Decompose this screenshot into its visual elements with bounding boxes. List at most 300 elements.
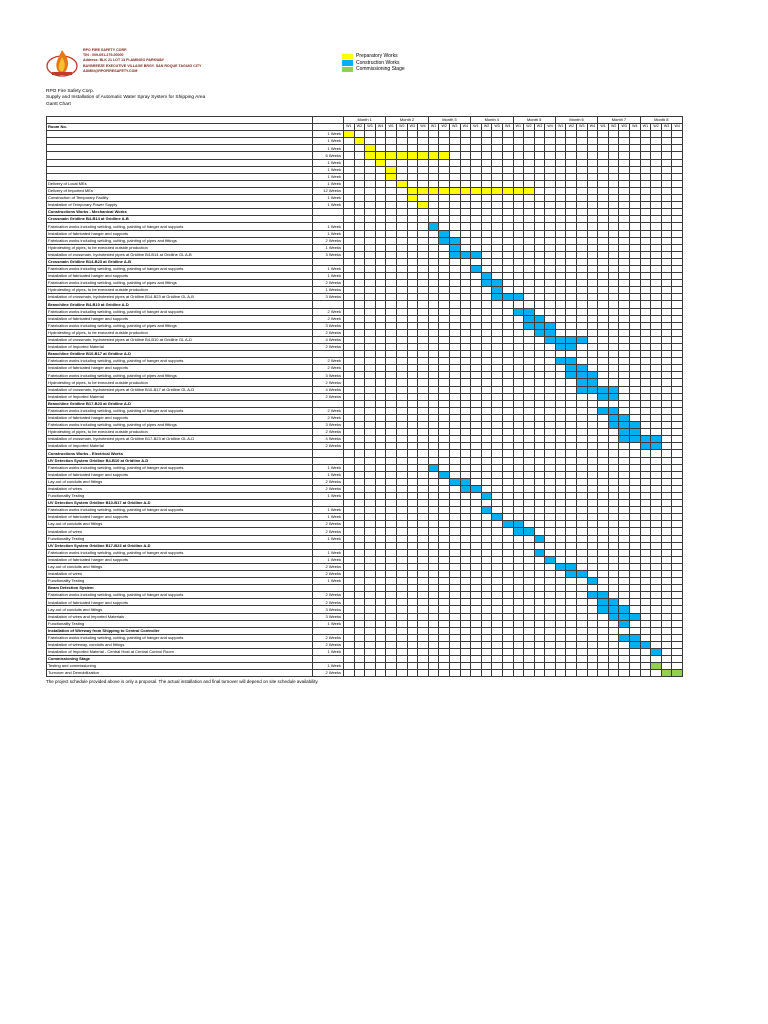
week-cell bbox=[428, 613, 439, 620]
week-cell bbox=[365, 585, 376, 592]
week-cell bbox=[407, 500, 418, 507]
week-cell bbox=[640, 315, 651, 322]
week-cell bbox=[619, 308, 630, 315]
week-cell bbox=[386, 414, 397, 421]
week-cell bbox=[587, 507, 598, 514]
week-cell bbox=[513, 258, 524, 265]
week-cell bbox=[492, 450, 503, 457]
week-cell bbox=[407, 379, 418, 386]
week-cell bbox=[524, 443, 535, 450]
week-cell bbox=[577, 514, 588, 521]
header-blank bbox=[47, 117, 313, 124]
week-cell bbox=[365, 563, 376, 570]
week-cell bbox=[344, 244, 355, 251]
week-cell bbox=[365, 138, 376, 145]
week-cell bbox=[672, 159, 683, 166]
week-header: W3 bbox=[492, 124, 503, 131]
week-cell bbox=[386, 308, 397, 315]
task-duration bbox=[313, 209, 344, 216]
week-cell bbox=[534, 131, 545, 138]
week-cell bbox=[354, 599, 365, 606]
week-cell bbox=[502, 429, 513, 436]
week-cell bbox=[375, 180, 386, 187]
gantt-bar-cell bbox=[534, 315, 545, 322]
task-duration: 1 Week bbox=[313, 663, 344, 670]
week-cell bbox=[640, 613, 651, 620]
week-cell bbox=[407, 549, 418, 556]
week-cell bbox=[640, 599, 651, 606]
week-cell bbox=[672, 535, 683, 542]
week-cell bbox=[598, 500, 609, 507]
gantt-bar-cell bbox=[407, 152, 418, 159]
task-duration: 1 Week bbox=[313, 145, 344, 152]
week-cell bbox=[502, 507, 513, 514]
week-cell bbox=[354, 656, 365, 663]
week-cell bbox=[460, 500, 471, 507]
week-cell bbox=[449, 258, 460, 265]
week-cell bbox=[492, 358, 503, 365]
week-cell bbox=[587, 152, 598, 159]
task-name: Fabrication works including welding, cutting, painting of hanger and supports bbox=[47, 464, 313, 471]
week-cell bbox=[555, 294, 566, 301]
week-cell bbox=[640, 180, 651, 187]
week-cell bbox=[545, 535, 556, 542]
week-cell bbox=[375, 485, 386, 492]
week-cell bbox=[449, 450, 460, 457]
gantt-bar-cell bbox=[460, 187, 471, 194]
week-cell bbox=[640, 237, 651, 244]
week-cell bbox=[418, 258, 429, 265]
week-cell bbox=[449, 514, 460, 521]
week-cell bbox=[545, 308, 556, 315]
week-cell bbox=[428, 244, 439, 251]
task-name: Installation of fabricated hanger and supports bbox=[47, 315, 313, 322]
week-cell bbox=[407, 634, 418, 641]
gantt-bar-cell bbox=[608, 407, 619, 414]
week-header: W1 bbox=[386, 124, 397, 131]
week-cell bbox=[672, 592, 683, 599]
week-cell bbox=[502, 138, 513, 145]
week-cell bbox=[661, 180, 672, 187]
week-cell bbox=[407, 471, 418, 478]
week-cell bbox=[555, 244, 566, 251]
week-cell bbox=[619, 457, 630, 464]
week-cell bbox=[598, 195, 609, 202]
week-cell bbox=[640, 542, 651, 549]
week-cell bbox=[375, 273, 386, 280]
week-cell bbox=[545, 159, 556, 166]
week-cell bbox=[365, 471, 376, 478]
week-cell bbox=[672, 223, 683, 230]
week-cell bbox=[598, 237, 609, 244]
week-cell bbox=[619, 450, 630, 457]
week-cell bbox=[672, 429, 683, 436]
week-cell bbox=[428, 145, 439, 152]
week-cell bbox=[608, 549, 619, 556]
week-cell bbox=[365, 656, 376, 663]
week-cell bbox=[534, 273, 545, 280]
week-cell bbox=[598, 145, 609, 152]
week-cell bbox=[354, 663, 365, 670]
gantt-bar-cell bbox=[439, 237, 450, 244]
week-header: W2 bbox=[651, 124, 662, 131]
gantt-bar-cell bbox=[524, 315, 535, 322]
week-cell bbox=[619, 336, 630, 343]
task-name: Fabrication works including welding, cutting, painting of pipes and fittings bbox=[47, 280, 313, 287]
task-name: Installation of fabricated hanger and supports bbox=[47, 471, 313, 478]
gantt-bar-cell bbox=[608, 422, 619, 429]
table-row bbox=[47, 450, 683, 457]
week-cell bbox=[439, 528, 450, 535]
week-cell bbox=[555, 457, 566, 464]
week-cell bbox=[396, 528, 407, 535]
week-cell bbox=[640, 585, 651, 592]
week-cell bbox=[492, 195, 503, 202]
task-duration: 1 Week bbox=[313, 273, 344, 280]
week-cell bbox=[608, 521, 619, 528]
week-cell bbox=[460, 209, 471, 216]
week-cell bbox=[672, 131, 683, 138]
week-cell bbox=[428, 571, 439, 578]
week-cell bbox=[407, 400, 418, 407]
week-cell bbox=[555, 422, 566, 429]
week-cell bbox=[502, 663, 513, 670]
week-cell bbox=[481, 429, 492, 436]
week-cell bbox=[396, 422, 407, 429]
week-cell bbox=[481, 528, 492, 535]
week-cell bbox=[449, 379, 460, 386]
week-cell bbox=[608, 344, 619, 351]
week-cell bbox=[619, 514, 630, 521]
table-row bbox=[47, 308, 683, 315]
week-cell bbox=[365, 344, 376, 351]
week-cell bbox=[534, 166, 545, 173]
week-cell bbox=[545, 180, 556, 187]
week-cell bbox=[630, 478, 641, 485]
week-cell bbox=[502, 535, 513, 542]
week-cell bbox=[661, 322, 672, 329]
week-cell bbox=[492, 563, 503, 570]
week-cell bbox=[640, 187, 651, 194]
week-cell bbox=[375, 265, 386, 272]
table-row bbox=[47, 578, 683, 585]
week-cell bbox=[534, 613, 545, 620]
week-cell bbox=[492, 237, 503, 244]
task-duration: 1 Week bbox=[313, 138, 344, 145]
week-cell bbox=[566, 521, 577, 528]
week-cell bbox=[555, 301, 566, 308]
week-cell bbox=[598, 663, 609, 670]
week-cell bbox=[640, 500, 651, 507]
week-cell bbox=[587, 422, 598, 429]
task-duration: 2 Week bbox=[313, 308, 344, 315]
task-duration: 1 Weeks bbox=[313, 244, 344, 251]
week-cell bbox=[587, 308, 598, 315]
week-cell bbox=[344, 393, 355, 400]
week-cell bbox=[587, 336, 598, 343]
week-cell bbox=[555, 670, 566, 677]
week-cell bbox=[608, 251, 619, 258]
week-cell bbox=[407, 280, 418, 287]
week-cell bbox=[386, 393, 397, 400]
week-cell bbox=[640, 131, 651, 138]
task-duration: 1 Week bbox=[313, 159, 344, 166]
week-cell bbox=[365, 592, 376, 599]
week-cell bbox=[661, 351, 672, 358]
task-duration: 4 Weeks bbox=[313, 386, 344, 393]
week-cell bbox=[672, 202, 683, 209]
week-cell bbox=[566, 407, 577, 414]
week-cell bbox=[439, 138, 450, 145]
week-cell bbox=[502, 365, 513, 372]
week-cell bbox=[619, 535, 630, 542]
week-cell bbox=[481, 180, 492, 187]
gantt-bar-cell bbox=[375, 159, 386, 166]
week-cell bbox=[471, 634, 482, 641]
task-duration: 2 Weeks bbox=[313, 280, 344, 287]
week-cell bbox=[481, 613, 492, 620]
week-cell bbox=[354, 329, 365, 336]
week-cell bbox=[354, 634, 365, 641]
week-cell bbox=[449, 592, 460, 599]
company-name: RPO FIRE SAFETY CORP. bbox=[83, 48, 127, 52]
week-cell bbox=[524, 592, 535, 599]
week-cell bbox=[481, 478, 492, 485]
week-cell bbox=[672, 336, 683, 343]
week-cell bbox=[555, 209, 566, 216]
week-header: W1 bbox=[344, 124, 355, 131]
week-cell bbox=[344, 627, 355, 634]
week-cell bbox=[630, 414, 641, 421]
week-cell bbox=[460, 166, 471, 173]
week-cell bbox=[365, 258, 376, 265]
week-cell bbox=[598, 507, 609, 514]
week-cell bbox=[598, 535, 609, 542]
week-cell bbox=[661, 287, 672, 294]
week-cell bbox=[396, 287, 407, 294]
week-cell bbox=[449, 656, 460, 663]
week-cell bbox=[598, 656, 609, 663]
week-cell bbox=[365, 159, 376, 166]
week-cell bbox=[534, 492, 545, 499]
week-cell bbox=[460, 613, 471, 620]
week-cell bbox=[354, 159, 365, 166]
week-cell bbox=[428, 521, 439, 528]
table-row bbox=[47, 457, 683, 464]
week-cell bbox=[598, 436, 609, 443]
week-cell bbox=[471, 230, 482, 237]
week-cell bbox=[396, 670, 407, 677]
gantt-bar-cell bbox=[524, 187, 535, 194]
gantt-bar-cell bbox=[577, 365, 588, 372]
week-cell bbox=[502, 251, 513, 258]
week-header: W2 bbox=[524, 124, 535, 131]
week-cell bbox=[566, 351, 577, 358]
week-cell bbox=[545, 131, 556, 138]
week-cell bbox=[619, 152, 630, 159]
gantt-bar-cell bbox=[396, 180, 407, 187]
week-cell bbox=[365, 336, 376, 343]
week-cell bbox=[651, 613, 662, 620]
week-cell bbox=[651, 187, 662, 194]
week-cell bbox=[386, 329, 397, 336]
week-cell bbox=[534, 180, 545, 187]
week-cell bbox=[344, 599, 355, 606]
table-row bbox=[47, 514, 683, 521]
week-cell bbox=[672, 599, 683, 606]
week-cell bbox=[386, 336, 397, 343]
week-cell bbox=[375, 656, 386, 663]
week-cell bbox=[587, 436, 598, 443]
week-cell bbox=[396, 159, 407, 166]
week-cell bbox=[577, 556, 588, 563]
week-cell bbox=[513, 492, 524, 499]
week-cell bbox=[619, 656, 630, 663]
week-cell bbox=[545, 663, 556, 670]
week-cell bbox=[418, 308, 429, 315]
week-cell bbox=[598, 514, 609, 521]
week-cell bbox=[481, 258, 492, 265]
week-cell bbox=[566, 556, 577, 563]
week-cell bbox=[598, 372, 609, 379]
week-cell bbox=[608, 528, 619, 535]
week-cell bbox=[587, 358, 598, 365]
week-cell bbox=[534, 223, 545, 230]
week-cell bbox=[608, 322, 619, 329]
week-cell bbox=[524, 627, 535, 634]
week-cell bbox=[672, 649, 683, 656]
week-cell bbox=[375, 294, 386, 301]
week-cell bbox=[513, 478, 524, 485]
week-cell bbox=[534, 514, 545, 521]
week-cell bbox=[449, 301, 460, 308]
task-name: Hydrotesting of pipes, to be executed outside production bbox=[47, 429, 313, 436]
week-cell bbox=[608, 542, 619, 549]
week-cell bbox=[386, 195, 397, 202]
gantt-bar-cell bbox=[407, 187, 418, 194]
week-cell bbox=[449, 329, 460, 336]
week-cell bbox=[471, 145, 482, 152]
week-cell bbox=[375, 422, 386, 429]
week-cell bbox=[545, 386, 556, 393]
table-row bbox=[47, 202, 683, 209]
week-cell bbox=[608, 585, 619, 592]
week-cell bbox=[545, 436, 556, 443]
week-cell bbox=[661, 358, 672, 365]
week-cell bbox=[651, 592, 662, 599]
week-cell bbox=[428, 287, 439, 294]
week-cell bbox=[661, 436, 672, 443]
week-cell bbox=[577, 280, 588, 287]
week-cell bbox=[566, 542, 577, 549]
week-cell bbox=[344, 542, 355, 549]
task-name: Fabrication works including welding, cutting, painting of hanger and supports bbox=[47, 265, 313, 272]
week-cell bbox=[513, 159, 524, 166]
week-cell bbox=[545, 244, 556, 251]
week-cell bbox=[492, 202, 503, 209]
week-cell bbox=[608, 265, 619, 272]
week-cell bbox=[396, 656, 407, 663]
week-cell bbox=[619, 393, 630, 400]
week-cell bbox=[534, 620, 545, 627]
table-row bbox=[47, 649, 683, 656]
week-cell bbox=[418, 514, 429, 521]
week-cell bbox=[407, 329, 418, 336]
week-cell bbox=[577, 265, 588, 272]
week-cell bbox=[449, 492, 460, 499]
week-cell bbox=[651, 138, 662, 145]
week-cell bbox=[598, 216, 609, 223]
week-cell bbox=[630, 159, 641, 166]
week-cell bbox=[534, 500, 545, 507]
week-cell bbox=[481, 400, 492, 407]
week-cell bbox=[460, 471, 471, 478]
week-cell bbox=[386, 230, 397, 237]
week-cell bbox=[524, 514, 535, 521]
table-row bbox=[47, 393, 683, 400]
week-cell bbox=[428, 627, 439, 634]
week-cell bbox=[651, 414, 662, 421]
week-cell bbox=[598, 273, 609, 280]
week-cell bbox=[396, 457, 407, 464]
week-cell bbox=[672, 528, 683, 535]
week-cell bbox=[598, 180, 609, 187]
week-cell bbox=[651, 471, 662, 478]
gantt-bar-cell bbox=[577, 336, 588, 343]
week-cell bbox=[492, 641, 503, 648]
week-cell bbox=[640, 159, 651, 166]
week-cell bbox=[344, 237, 355, 244]
week-cell bbox=[439, 407, 450, 414]
week-cell bbox=[407, 436, 418, 443]
gantt-bar-cell bbox=[640, 641, 651, 648]
week-cell bbox=[344, 400, 355, 407]
week-cell bbox=[545, 230, 556, 237]
week-cell bbox=[375, 599, 386, 606]
week-cell bbox=[513, 351, 524, 358]
week-cell bbox=[598, 634, 609, 641]
week-cell bbox=[460, 599, 471, 606]
week-cell bbox=[566, 429, 577, 436]
week-cell bbox=[555, 308, 566, 315]
week-cell bbox=[439, 358, 450, 365]
week-cell bbox=[587, 464, 598, 471]
week-cell bbox=[651, 606, 662, 613]
week-cell bbox=[428, 365, 439, 372]
week-cell bbox=[418, 251, 429, 258]
week-cell bbox=[672, 365, 683, 372]
week-cell bbox=[375, 670, 386, 677]
week-cell bbox=[365, 216, 376, 223]
week-cell bbox=[439, 485, 450, 492]
week-cell bbox=[587, 393, 598, 400]
week-cell bbox=[375, 471, 386, 478]
week-cell bbox=[534, 663, 545, 670]
gantt-bar-cell bbox=[640, 436, 651, 443]
gantt-bar-cell bbox=[418, 152, 429, 159]
week-cell bbox=[577, 344, 588, 351]
week-cell bbox=[471, 464, 482, 471]
week-cell bbox=[365, 251, 376, 258]
week-cell bbox=[672, 457, 683, 464]
week-cell bbox=[577, 287, 588, 294]
week-cell bbox=[566, 492, 577, 499]
week-cell bbox=[471, 649, 482, 656]
task-duration: 1 Week bbox=[313, 535, 344, 542]
week-cell bbox=[365, 195, 376, 202]
week-cell bbox=[608, 634, 619, 641]
week-cell bbox=[502, 237, 513, 244]
